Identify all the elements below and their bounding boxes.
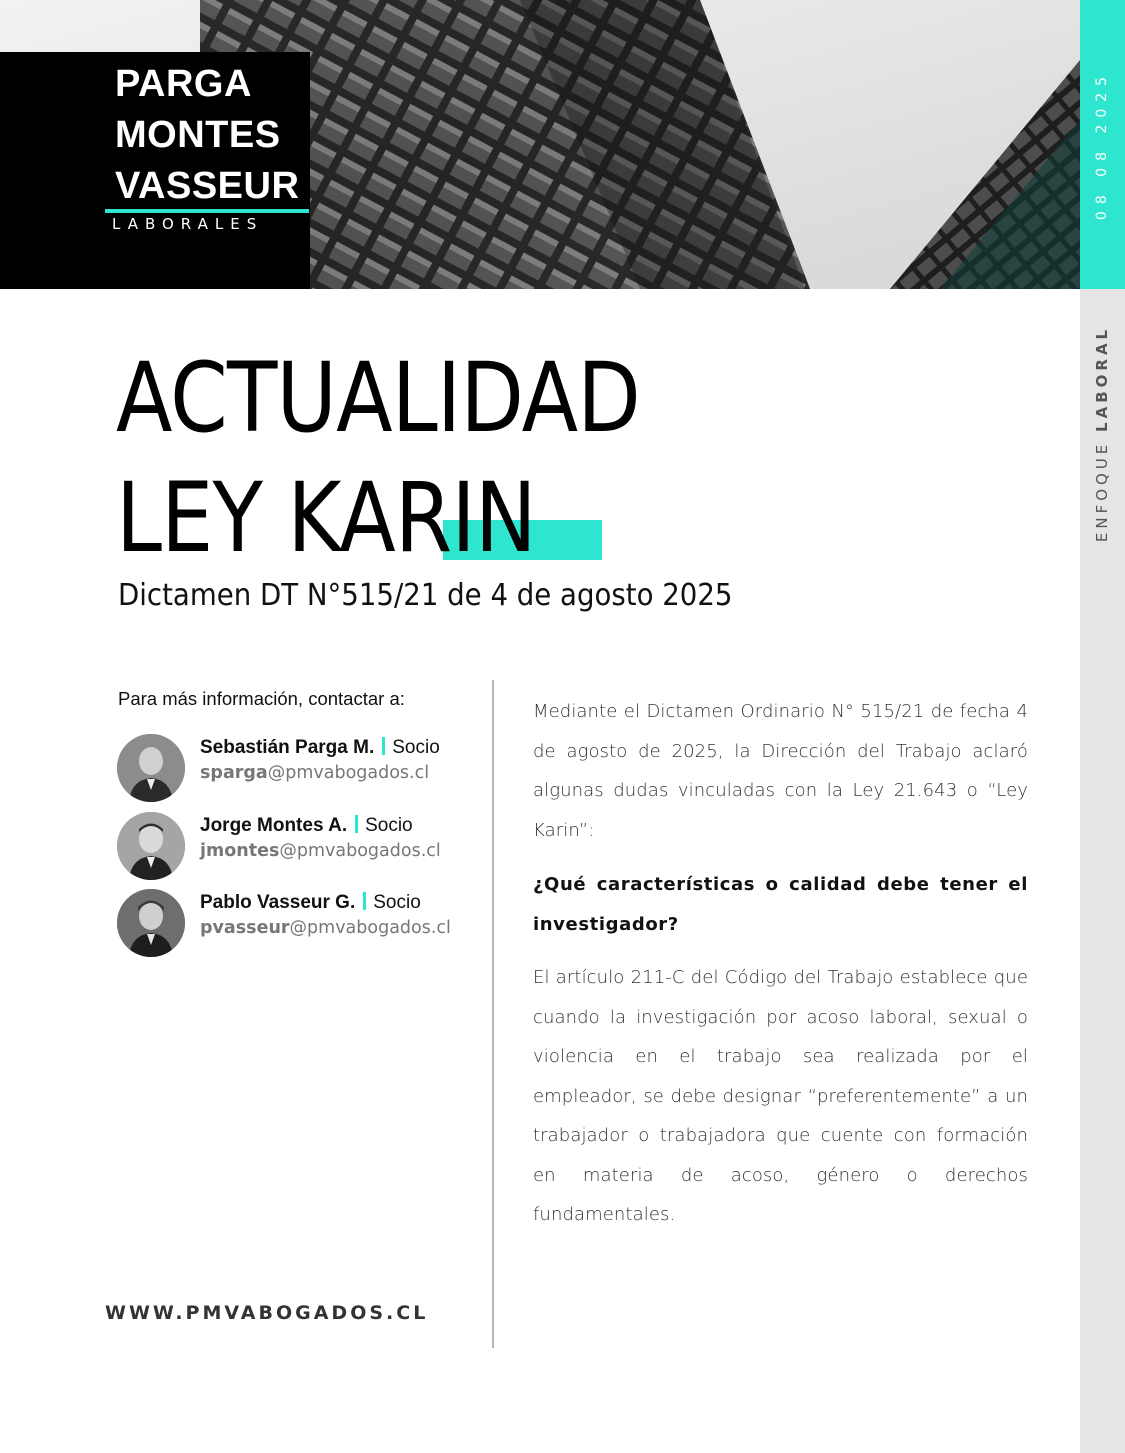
- section-label-light: ENFOQUE: [1093, 431, 1111, 543]
- contact-email-link[interactable]: [200, 763, 429, 783]
- article-intro: Mediante el Dictamen Ordinario N° 515/21 de fecha 4 de agosto de 2025, la Dirección del Trabajo aclaró algunas dudas vinculadas con la Ley 21.643 o “Ley Karin”:: [533, 701, 1028, 841]
- contact-name-row: [200, 815, 413, 837]
- contact-email-user: pvasseur: [200, 918, 290, 938]
- contact-name: Pablo Vasseur G.: [200, 892, 356, 913]
- contact-name: Jorge Montes A.: [200, 815, 348, 836]
- section-label: [1093, 326, 1111, 542]
- contact-email-domain: @pmvabogados.cl: [267, 763, 430, 783]
- contact-email-link[interactable]: [200, 918, 451, 938]
- avatar: [117, 889, 185, 957]
- contact-email-user: jmontes: [200, 841, 280, 861]
- logo-accent-rule: [105, 209, 309, 213]
- contact-email-domain: @pmvabogados.cl: [279, 841, 441, 861]
- contact-name-row: [200, 737, 440, 759]
- page-title-line1: ACTUALIDAD: [116, 342, 640, 454]
- avatar: [117, 812, 185, 880]
- contact-role: Socio: [392, 737, 440, 758]
- logo-line-parga: PARGA: [115, 63, 252, 105]
- contact-card: [117, 889, 477, 959]
- contact-card: [117, 734, 477, 804]
- contact-card: [117, 812, 477, 882]
- logo-line-vasseur: VASSEUR: [115, 165, 300, 207]
- contact-email-link[interactable]: [200, 841, 441, 861]
- article: [533, 692, 1028, 1235]
- contact-email-user: sparga: [200, 763, 268, 783]
- logo-line-montes: MONTES: [115, 114, 281, 156]
- article-question: ¿Qué características o calidad debe tener el investigador?: [533, 874, 1028, 935]
- header-banner: [0, 0, 1125, 289]
- contact-separator: [382, 737, 385, 755]
- contacts-heading: Para más información, contactar a:: [118, 688, 405, 709]
- contact-name-row: [200, 892, 421, 914]
- contact-name: Sebastián Parga M.: [200, 737, 375, 758]
- page-subtitle: Dictamen DT N°515/21 de 4 de agosto 2025: [118, 578, 733, 613]
- avatar: [117, 734, 185, 802]
- column-divider: [492, 680, 494, 1348]
- contact-role: Socio: [365, 815, 413, 836]
- contact-separator: [355, 815, 358, 833]
- contact-email-domain: @pmvabogados.cl: [289, 918, 451, 938]
- issue-date: 08 08 2025: [1094, 69, 1110, 221]
- article-body: El artículo 211-C del Código del Trabajo establece que cuando la investigación por acoso laboral, sexual o violencia en el trabajo sea realizada por el empleador, se debe designar “preferentemente” a un trabajador o trabajadora que cuente con formación en materia de acoso, género o derechos fundamentales.: [533, 967, 1028, 1225]
- page-title-line2: LEY KARIN: [116, 462, 536, 574]
- section-label-bold: LABORAL: [1093, 325, 1111, 432]
- logo-subtitle: LABORALES: [112, 215, 264, 233]
- contact-separator: [363, 892, 366, 910]
- contact-role: Socio: [373, 892, 421, 913]
- website-link[interactable]: WWW.PMVABOGADOS.CL: [105, 1302, 429, 1324]
